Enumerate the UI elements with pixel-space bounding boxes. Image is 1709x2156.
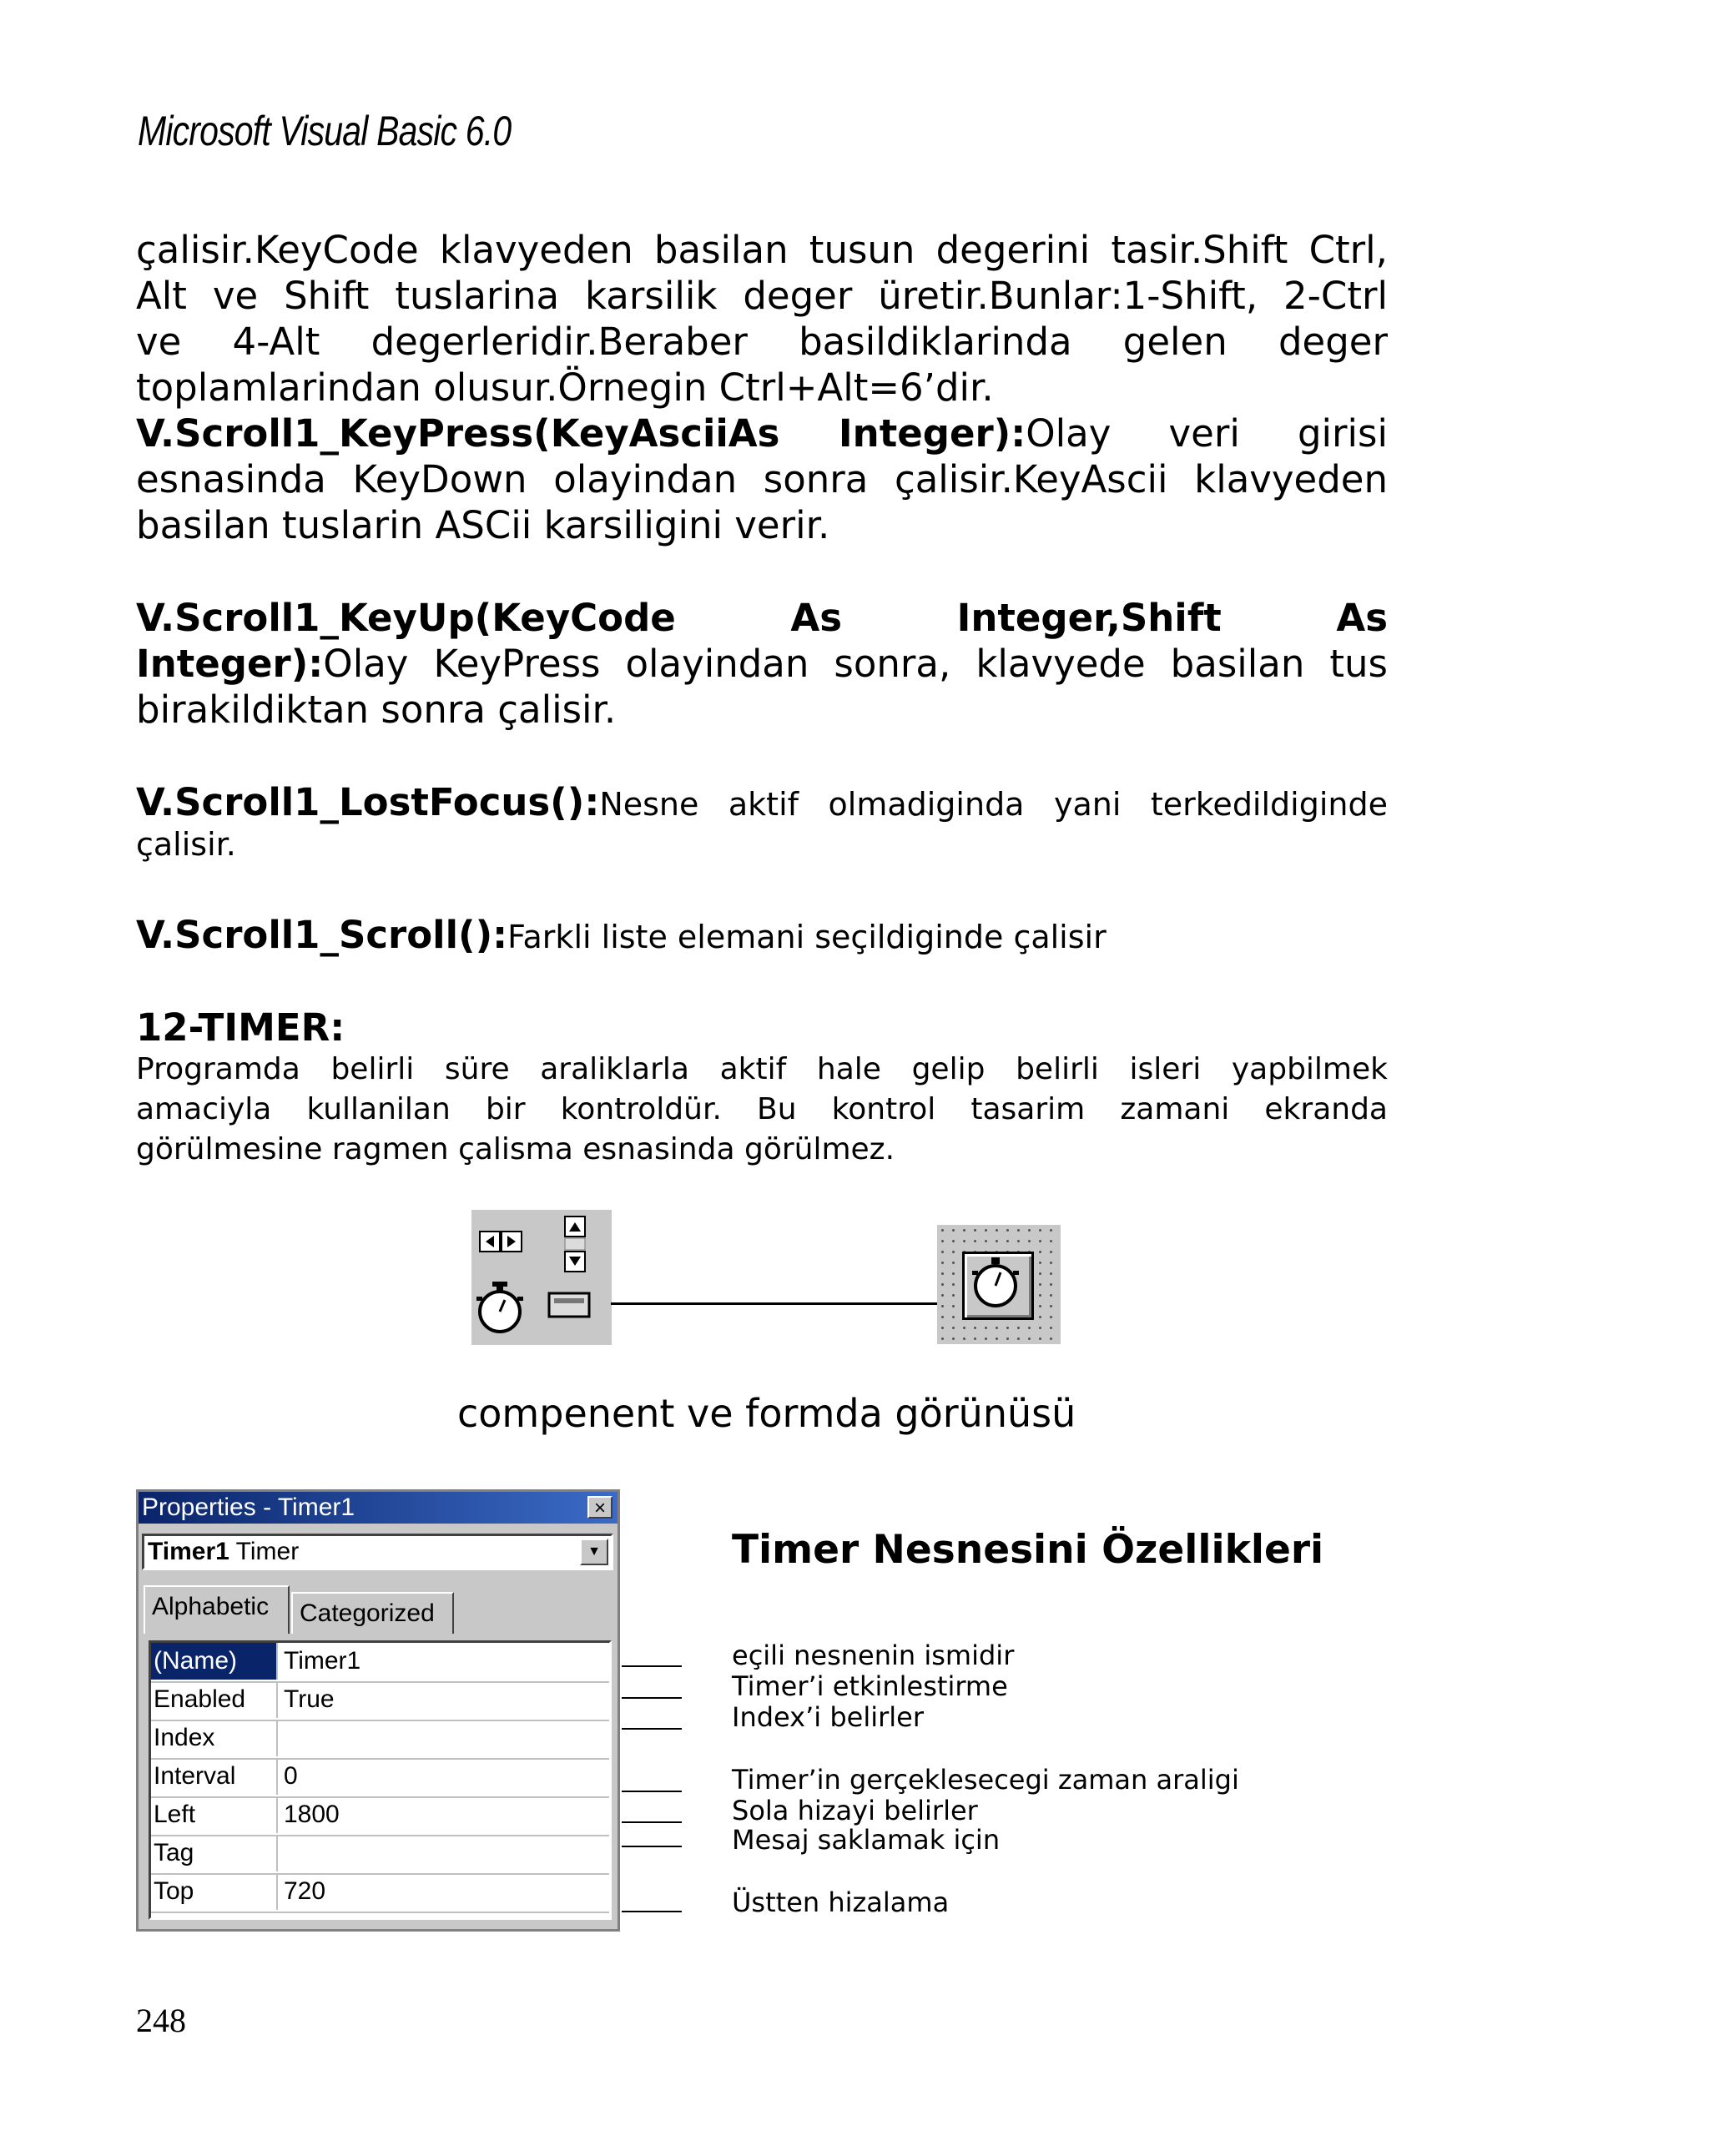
properties-title: Properties - Timer1 <box>142 1494 355 1521</box>
leader-line <box>622 1697 682 1699</box>
properties-description-title: Timer Nesnesini Özellikleri <box>732 1527 1324 1573</box>
property-row-tag[interactable] <box>151 1835 609 1875</box>
property-key: Index <box>151 1720 278 1756</box>
description-item: eçili nesnenin ismidir <box>732 1640 1015 1671</box>
text-line: çalisir. <box>136 826 236 863</box>
event-signature: V.Scroll1_LostFocus(): <box>136 780 600 824</box>
stopwatch-icon <box>965 1254 1026 1312</box>
paragraph-keyup <box>136 595 1388 733</box>
event-description: Farkli liste elemani seçildiginde çalisir <box>507 919 1107 955</box>
properties-title-bar <box>139 1492 618 1524</box>
description-item: Timer’in gerçeklesecegi zaman araligi <box>732 1764 1239 1796</box>
event-signature-end: Integer): <box>136 642 324 686</box>
property-value[interactable]: True <box>284 1685 335 1713</box>
property-row-left[interactable] <box>151 1796 609 1836</box>
text-line: ve 4-Alt degerleridir.Beraber basildiklarinda gelen deger <box>136 320 1388 364</box>
property-row-interval[interactable] <box>151 1758 609 1798</box>
leader-line <box>622 1791 682 1792</box>
leader-line <box>622 1665 682 1667</box>
tab-categorized[interactable]: Categorized <box>291 1592 454 1634</box>
drivelistbox-icon <box>549 1293 589 1317</box>
property-value[interactable]: 1800 <box>284 1801 340 1828</box>
leader-line <box>622 1911 682 1912</box>
property-value[interactable]: 720 <box>284 1877 326 1905</box>
property-value[interactable] <box>280 1835 609 1871</box>
text-line: Programda belirli süre araliklarla aktif hale gelip belirli isleri yapbilmek <box>136 1052 1388 1086</box>
paragraph-lostfocus <box>136 779 1388 861</box>
text-line: görülmesine ragmen çalisma esnasinda görülmez. <box>136 1132 895 1166</box>
property-key: Top <box>151 1873 278 1910</box>
figure-caption: compenent ve formda görünüsü <box>457 1391 1076 1436</box>
property-row-top[interactable] <box>151 1873 609 1913</box>
description-item: Index’i belirler <box>732 1701 924 1733</box>
event-signature: V.Scroll1_KeyUp(KeyCode As Integer,Shift As <box>136 596 1388 640</box>
dropdown-arrow-icon[interactable]: ▼ <box>580 1539 608 1565</box>
leader-line <box>622 1846 682 1847</box>
object-selector[interactable] <box>142 1534 613 1570</box>
properties-window <box>136 1489 620 1932</box>
text-line: esnasinda KeyDown olayindan sonra çalisir.KeyAscii klavyeden <box>136 457 1388 501</box>
toolbox-icons <box>471 1210 612 1345</box>
form-preview <box>937 1225 1061 1344</box>
property-key: Enabled <box>151 1681 278 1718</box>
text-line: çalisir.KeyCode klavyeden basilan tusun degerini tasir.Shift Ctrl, <box>136 228 1388 272</box>
property-key: (Name) <box>151 1643 278 1680</box>
paragraph-keycode <box>136 227 1388 411</box>
text-line: birakildiktan sonra çalisir. <box>136 688 617 732</box>
toolbox-image <box>471 1210 612 1345</box>
property-key: Left <box>151 1796 278 1833</box>
event-signature: V.Scroll1_Scroll(): <box>136 913 508 957</box>
description-item: Sola hizayi belirler <box>732 1795 978 1826</box>
section-heading: 12-TIMER: <box>136 1005 345 1050</box>
object-type: Timer <box>235 1538 300 1565</box>
property-value[interactable] <box>280 1720 609 1756</box>
paragraph-keypress <box>136 411 1388 548</box>
text-line: Alt ve Shift tuslarina karsilik deger üretir.Bunlar:1-Shift, 2-Ctrl <box>136 274 1388 318</box>
property-value[interactable]: Timer1 <box>284 1647 361 1675</box>
property-row-name[interactable] <box>151 1643 609 1683</box>
text-line: toplamlarindan olusur.Örnegin Ctrl+Alt=6’dir. <box>136 365 994 410</box>
description-item: Timer’i etkinlestirme <box>732 1670 1008 1702</box>
description-item: Üstten hizalama <box>732 1886 950 1918</box>
object-name: Timer1 <box>148 1538 229 1565</box>
property-key: Tag <box>151 1835 278 1871</box>
property-grid <box>149 1640 612 1920</box>
event-signature: V.Scroll1_KeyPress(KeyAsciiAs Integer): <box>136 411 1026 456</box>
description-item: Mesaj saklamak için <box>732 1824 1001 1856</box>
text-line: basilan tuslarin ASCii karsiligini verir. <box>136 503 830 547</box>
hscrollbar-icon <box>480 1232 522 1252</box>
property-key: Interval <box>151 1758 278 1795</box>
property-value[interactable]: 0 <box>284 1762 298 1790</box>
connector-line <box>611 1302 938 1305</box>
paragraph-timer <box>136 1050 1388 1170</box>
page-number: 248 <box>136 2002 186 2039</box>
leader-line <box>622 1728 682 1730</box>
leader-line <box>622 1821 682 1823</box>
timer-icon <box>476 1282 523 1332</box>
event-description: Nesne aktif olmadiginda yani terkedildiginde <box>599 786 1388 823</box>
running-header: Microsoft Visual Basic 6.0 <box>138 108 512 154</box>
vscrollbar-icon <box>565 1217 585 1272</box>
tab-alphabetic[interactable]: Alphabetic <box>144 1585 290 1634</box>
event-description: Olay veri girisi <box>1026 411 1388 456</box>
text-line: amaciyla kullanilan bir kontroldür. Bu kontrol tasarim zamani ekranda <box>136 1092 1388 1126</box>
event-description: Olay KeyPress olayindan sonra, klavyede basilan tus <box>323 642 1388 686</box>
property-row-enabled[interactable] <box>151 1681 609 1721</box>
close-button[interactable]: × <box>587 1496 613 1519</box>
timer-control-on-form <box>962 1252 1034 1320</box>
paragraph-scroll <box>136 912 1388 960</box>
property-row-index[interactable] <box>151 1720 609 1760</box>
